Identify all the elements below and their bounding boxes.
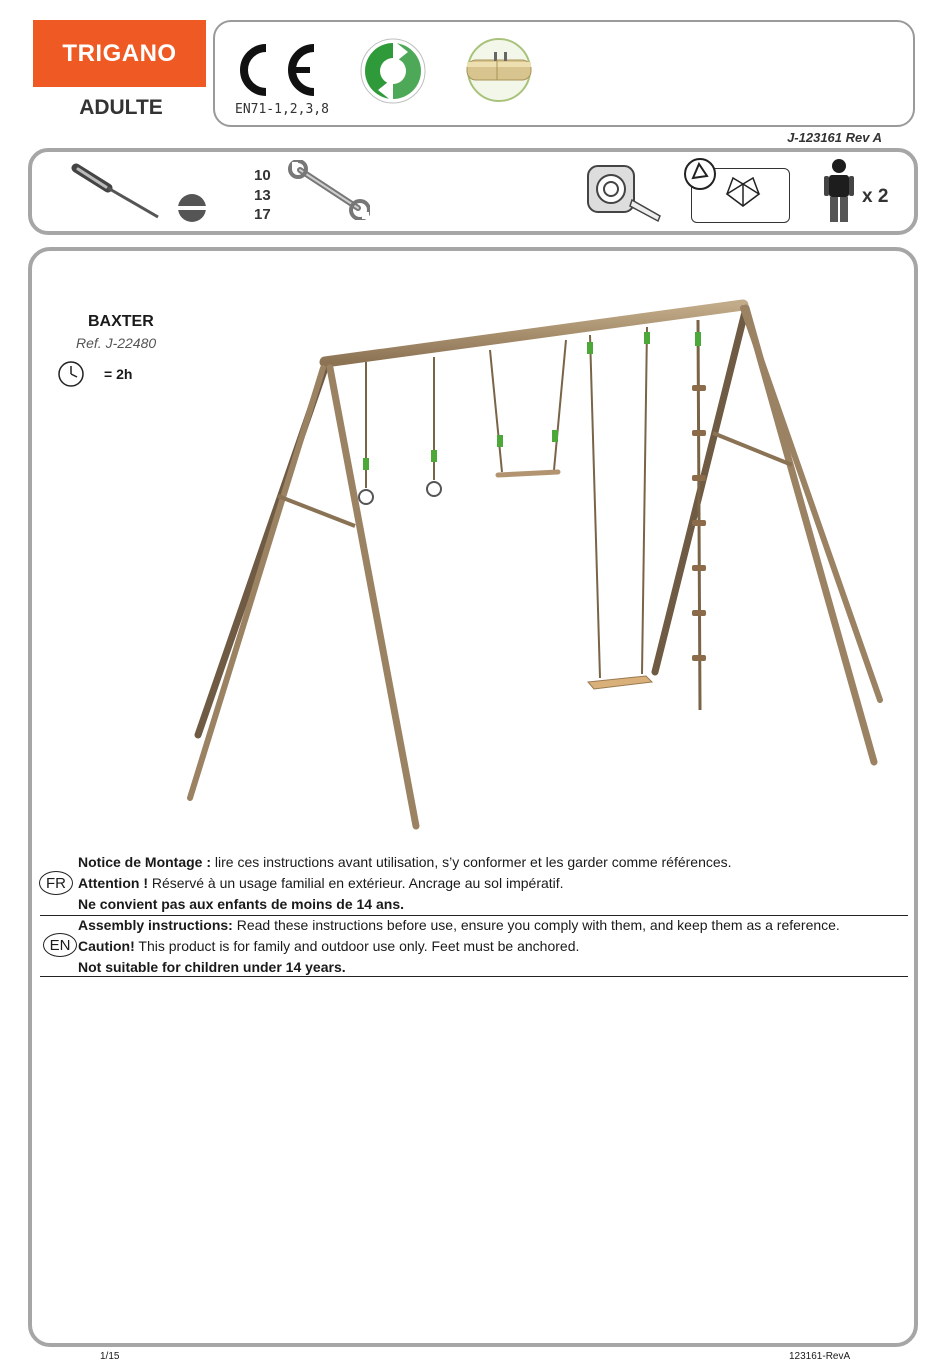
- notice-en-line-3: [78, 957, 346, 978]
- clock-icon: [57, 360, 85, 388]
- ce-mark-icon: [228, 40, 320, 100]
- notice-en-text: Read these instructions before use, ensure you comply with them, and keep them as a reference.: [232, 917, 840, 933]
- flat-head-icon: [174, 193, 210, 223]
- lang-badge-fr: FR: [39, 871, 73, 895]
- wrench-size-10: 10: [254, 167, 271, 184]
- notice-en-caution: Caution!: [78, 938, 135, 954]
- category-label: ADULTE: [79, 96, 163, 119]
- notice-fr-line-1: [78, 852, 732, 873]
- person-icon: [822, 158, 856, 224]
- notice-en-caution-text: This product is for family and outdoor use only. Feet must be anchored.: [134, 938, 580, 954]
- recycle-packaging-icon: [683, 154, 787, 220]
- notice-fr-attention: Attention !: [78, 875, 148, 891]
- person-count: x 2: [862, 186, 889, 207]
- notice-en-line-1: [78, 915, 840, 936]
- assembly-duration: = 2h: [104, 366, 133, 382]
- lang-badge-en: EN: [43, 933, 77, 957]
- wrench-size-13: 13: [254, 186, 271, 204]
- notice-en-age-warning: Not suitable for children under 14 years.: [78, 959, 346, 975]
- notice-fr-heading: Notice de Montage :: [78, 854, 212, 870]
- page-number: 1/15: [100, 1351, 120, 1362]
- notice-fr-attention-text: Réservé à un usage familial en extérieur. Ancrage au sol impératif.: [147, 875, 564, 891]
- product-name: BAXTER: [88, 313, 154, 330]
- notice-fr-age-warning: Ne convient pas aux enfants de moins de 14 ans.: [78, 896, 404, 912]
- wrench-size-17: 17: [254, 206, 271, 223]
- footer-code: 123161-RevA: [789, 1351, 851, 1362]
- brand-name: TRIGANO: [62, 39, 177, 67]
- product-ref: Ref. J-22480: [76, 335, 157, 351]
- tube-profile-icon: [464, 38, 534, 102]
- safety-standard: EN71-1,2,3,8: [235, 102, 329, 117]
- notice-en-heading: Assembly instructions:: [78, 917, 233, 933]
- wrench-icon: [288, 160, 370, 220]
- wrench-sizes: [254, 166, 271, 225]
- green-dot-recycle-icon: [358, 38, 428, 104]
- notice-en-line-2: [78, 936, 579, 957]
- notice-fr-text: lire ces instructions avant utilisation, s’y conformer et les garder comme références.: [211, 854, 732, 870]
- swing-set-illustration: [180, 290, 890, 835]
- notice-bottom-rule: [40, 976, 908, 977]
- screwdriver-icon: [70, 160, 164, 222]
- brand-logo: [33, 20, 206, 87]
- tape-measure-icon: [584, 160, 664, 224]
- document-reference: J-123161 Rev A: [787, 130, 882, 145]
- notice-fr-line-2: [78, 873, 564, 894]
- notice-fr-line-3: [78, 894, 404, 915]
